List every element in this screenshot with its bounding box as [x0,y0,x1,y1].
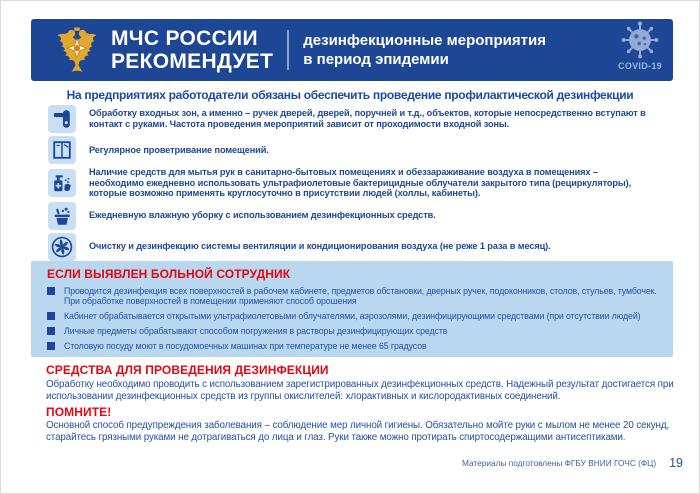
list-item-wet-cleaning [48,202,660,230]
sick-employee-panel [31,261,673,357]
subtitle-line-2: в период эпидемии [303,51,449,68]
sick-employee-title: ЕСЛИ ВЫЯВЛЕН БОЛЬНОЙ СОТРУДНИК [47,267,291,281]
intro-title: На предприятиях работодатели обязаны обеспечить проведение профилактической дезинфекции [66,88,634,102]
sick-employee-list [47,286,659,356]
list-item-text: Ежедневную влажную уборку с использованием дезинфекционных средств. [89,210,436,221]
header-divider [287,30,289,70]
list-item [47,311,659,321]
footer [462,456,683,470]
list-item-text: Проводится дезинфекция всех поверхностей в рабочем кабинете, предметов обстановки, дверных ручек, подоконников, столов, стульев, тумбочек. При обработке поверхностей в помещении применяют способ орошения [64,286,657,306]
list-item-text: Кабинет обрабатывается открытыми ультрафиолетовыми облучателями, аэрозолями, дезинфицирующими средствами (при отсутствии людей) [64,311,641,321]
list-item [47,326,659,336]
list-item [47,286,659,306]
bullet-square-icon [47,342,55,350]
header-banner [31,19,673,81]
list-item-hvac-cleaning [48,233,660,261]
list-item-text: Столовую посуду моют в посудомоечных машинах при температуре не менее 65 градусов [64,341,427,351]
footer-credit: Материалы подготовлены ФГБУ ВНИИ ГОЧС (ФЦ) [461,458,657,468]
disinfection-means-text: Обработку необходимо проводить с использованием зарегистрированных дезинфекционных средств. Надежный результат достигается при использовании дезинфекционных средств из группы окислителей: хлорактивных и кислородактивных соединений. [46,379,674,402]
subtitle-line-1: дезинфекционные мероприятия [303,32,546,49]
hand-sanitizer-icon [48,169,76,197]
measures-list [48,105,660,264]
disinfection-means-title: СРЕДСТВА ДЛЯ ПРОВЕДЕНИЯ ДЕЗИНФЕКЦИИ [46,363,329,377]
list-item-text: Обработку входных зон, а именно – ручек дверей, дверей, поручней и т.д., объектов, которые непосредственно вступают в контакт с руками. Частота проведения мероприятий зависит от проходимости входной зоны. [89,108,646,129]
door-handle-icon [48,105,76,133]
list-item-text: Регулярное проветривание помещений. [89,144,269,155]
brand-line-1: МЧС РОССИИ [111,27,258,50]
covid-label: COVID-19 [618,61,662,71]
header-subtitle [303,31,546,69]
coronavirus-icon [620,20,660,60]
list-item-entry-zones [48,105,660,133]
list-item-hand-washing [48,167,660,199]
list-item [47,341,659,351]
bullet-square-icon [47,312,55,320]
list-item-text: Наличие средств для мытья рук в санитарно-бытовых помещениях и обеззараживание воздуха в помещениях – необходимо ежедневно использовать ультрафиолетовые бактерицидные облучатели закрытого типа (рециркуляторы), которые возможно применять круглосуточно в присутствии людей (холлы, кабинеты). [89,167,632,199]
remember-text: Основной способ предупреждения заболевания – соблюдение мер личной гигиены. Обязательно мойте руки с мылом не менее 20 секунд, старайтесь грязными руками не дотрагиваться до лица и глаз. Руки также можно протирать спиртосодержащими антисептиками. [46,420,670,443]
page-number: 19 [669,456,683,470]
fan-ventilation-icon [48,233,76,261]
mchs-emblem-icon [55,26,99,74]
list-item-ventilation [48,136,660,164]
cleaning-bucket-icon [48,202,76,230]
window-ventilation-icon [48,136,76,164]
covid-badge [611,20,669,71]
list-item-text: Очистку и дезинфекцию системы вентиляции и кондиционирования воздуха (не реже 1 раза в месяц). [89,241,551,252]
bullet-square-icon [47,327,55,335]
remember-title: ПОМНИТЕ! [46,405,112,419]
list-item-text: Личные предметы обрабатывают способом погружения в растворы дезинфицирующих средств [64,326,448,336]
brand-line-2: РЕКОМЕНДУЕТ [111,50,274,73]
brand-title [111,27,273,73]
bullet-square-icon [47,287,55,295]
